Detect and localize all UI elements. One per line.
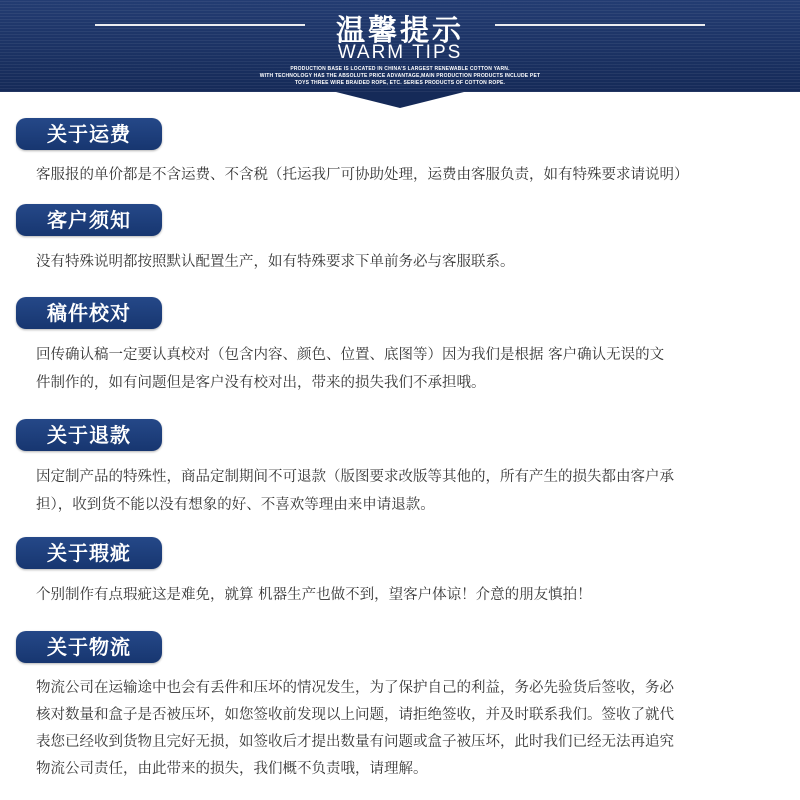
section-label-pill [16, 631, 162, 663]
section-label-pill [16, 118, 162, 150]
section-label: 客户须知 [47, 208, 131, 232]
section-label: 关于物流 [47, 635, 131, 659]
section-label: 关于退款 [47, 423, 131, 447]
banner-fine-line-1: PRODUCTION BASE IS LOCATED IN CHINA'S LARGEST RENEWABLE COTTON YARN. [290, 66, 510, 72]
page-title: 温馨提示 [335, 13, 464, 47]
section-label: 关于瑕疵 [47, 541, 131, 565]
section-text-line: 件制作的，如有问题但是客户没有校对出，带来的损失我们不承担哦。 [36, 375, 486, 391]
section-label-pill [16, 419, 162, 451]
header-banner [0, 0, 800, 92]
section-text-line: 回传确认稿一定要认真校对（包含内容、颜色、位置、底图等）因为我们是根据 客户确认无误的文 [36, 347, 665, 363]
banner-fine-line-3: TOYS THREE WIRE BRAIDED ROPE, ETC. SERIES PRODUCTS OF COTTON ROPE. [294, 80, 506, 86]
section-text-line: 个别制作有点瑕疵这是难免，就算 机器生产也做不到，望客户体谅！介意的朋友慎拍！ [36, 587, 592, 603]
section-text-line: 因定制产品的特殊性，商品定制期间不可退款（版图要求改版等其他的，所有产生的损失都由客户承 [36, 469, 674, 485]
page-subtitle: WARM TIPS [337, 42, 463, 63]
section-text-line: 担），收到货不能以没有想象的好、不喜欢等理由来申请退款。 [36, 497, 435, 513]
section-label-pill [16, 297, 162, 329]
section-text-line: 表您已经收到货物且完好无损，如签收后才提出数量有问题或盒子被压坏，此时我们已经无法再追究 [36, 734, 674, 750]
section-label: 关于运费 [47, 122, 131, 146]
section-label-pill [16, 204, 162, 236]
section-text-line: 物流公司责任，由此带来的损失，我们概不负责哦，请理解。 [36, 761, 428, 777]
section-text-line: 客服报的单价都是不含运费、不含税（托运我厂可协助处理，运费由客服负责，如有特殊要求请说明） [36, 167, 689, 183]
banner-fine-line-2: WITH TECHNOLOGY HAS THE ABSOLUTE PRICE ADVANTAGE,MAIN PRODUCTION PRODUCTS INCLUDE PET [259, 73, 541, 79]
section-label: 稿件校对 [47, 301, 131, 325]
section-text-line: 没有特殊说明都按照默认配置生产，如有特殊要求下单前务必与客服联系。 [36, 254, 515, 270]
banner-notch [336, 92, 464, 108]
section-text-line: 核对数量和盒子是否被压坏，如您签收前发现以上问题，请拒绝签收，并及时联系我们。签收了就代 [36, 707, 674, 723]
section-text-line: 物流公司在运输途中也会有丢件和压坏的情况发生，为了保护自己的利益，务必先验货后签收，务必 [36, 680, 674, 696]
section-label-pill [16, 537, 162, 569]
